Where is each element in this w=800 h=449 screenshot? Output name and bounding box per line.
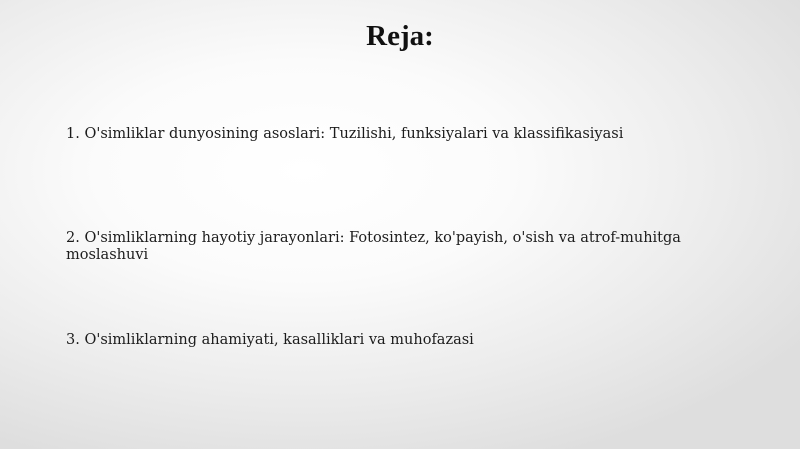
plan-item-1: 1. O'simliklar dunyosining asoslari: Tuzilishi, funksiyalari va klassifikasiyasi: [66, 126, 624, 142]
plan-item-3: 3. O'simliklarning ahamiyati, kasalliklari va muhofazasi: [66, 332, 474, 348]
slide-title: Reja:: [366, 20, 434, 52]
plan-item-2: 2. O'simliklarning hayotiy jarayonlari: Fotosintez, ko'payish, o'sish va atrof-muhitga moslashuvi: [66, 230, 681, 263]
